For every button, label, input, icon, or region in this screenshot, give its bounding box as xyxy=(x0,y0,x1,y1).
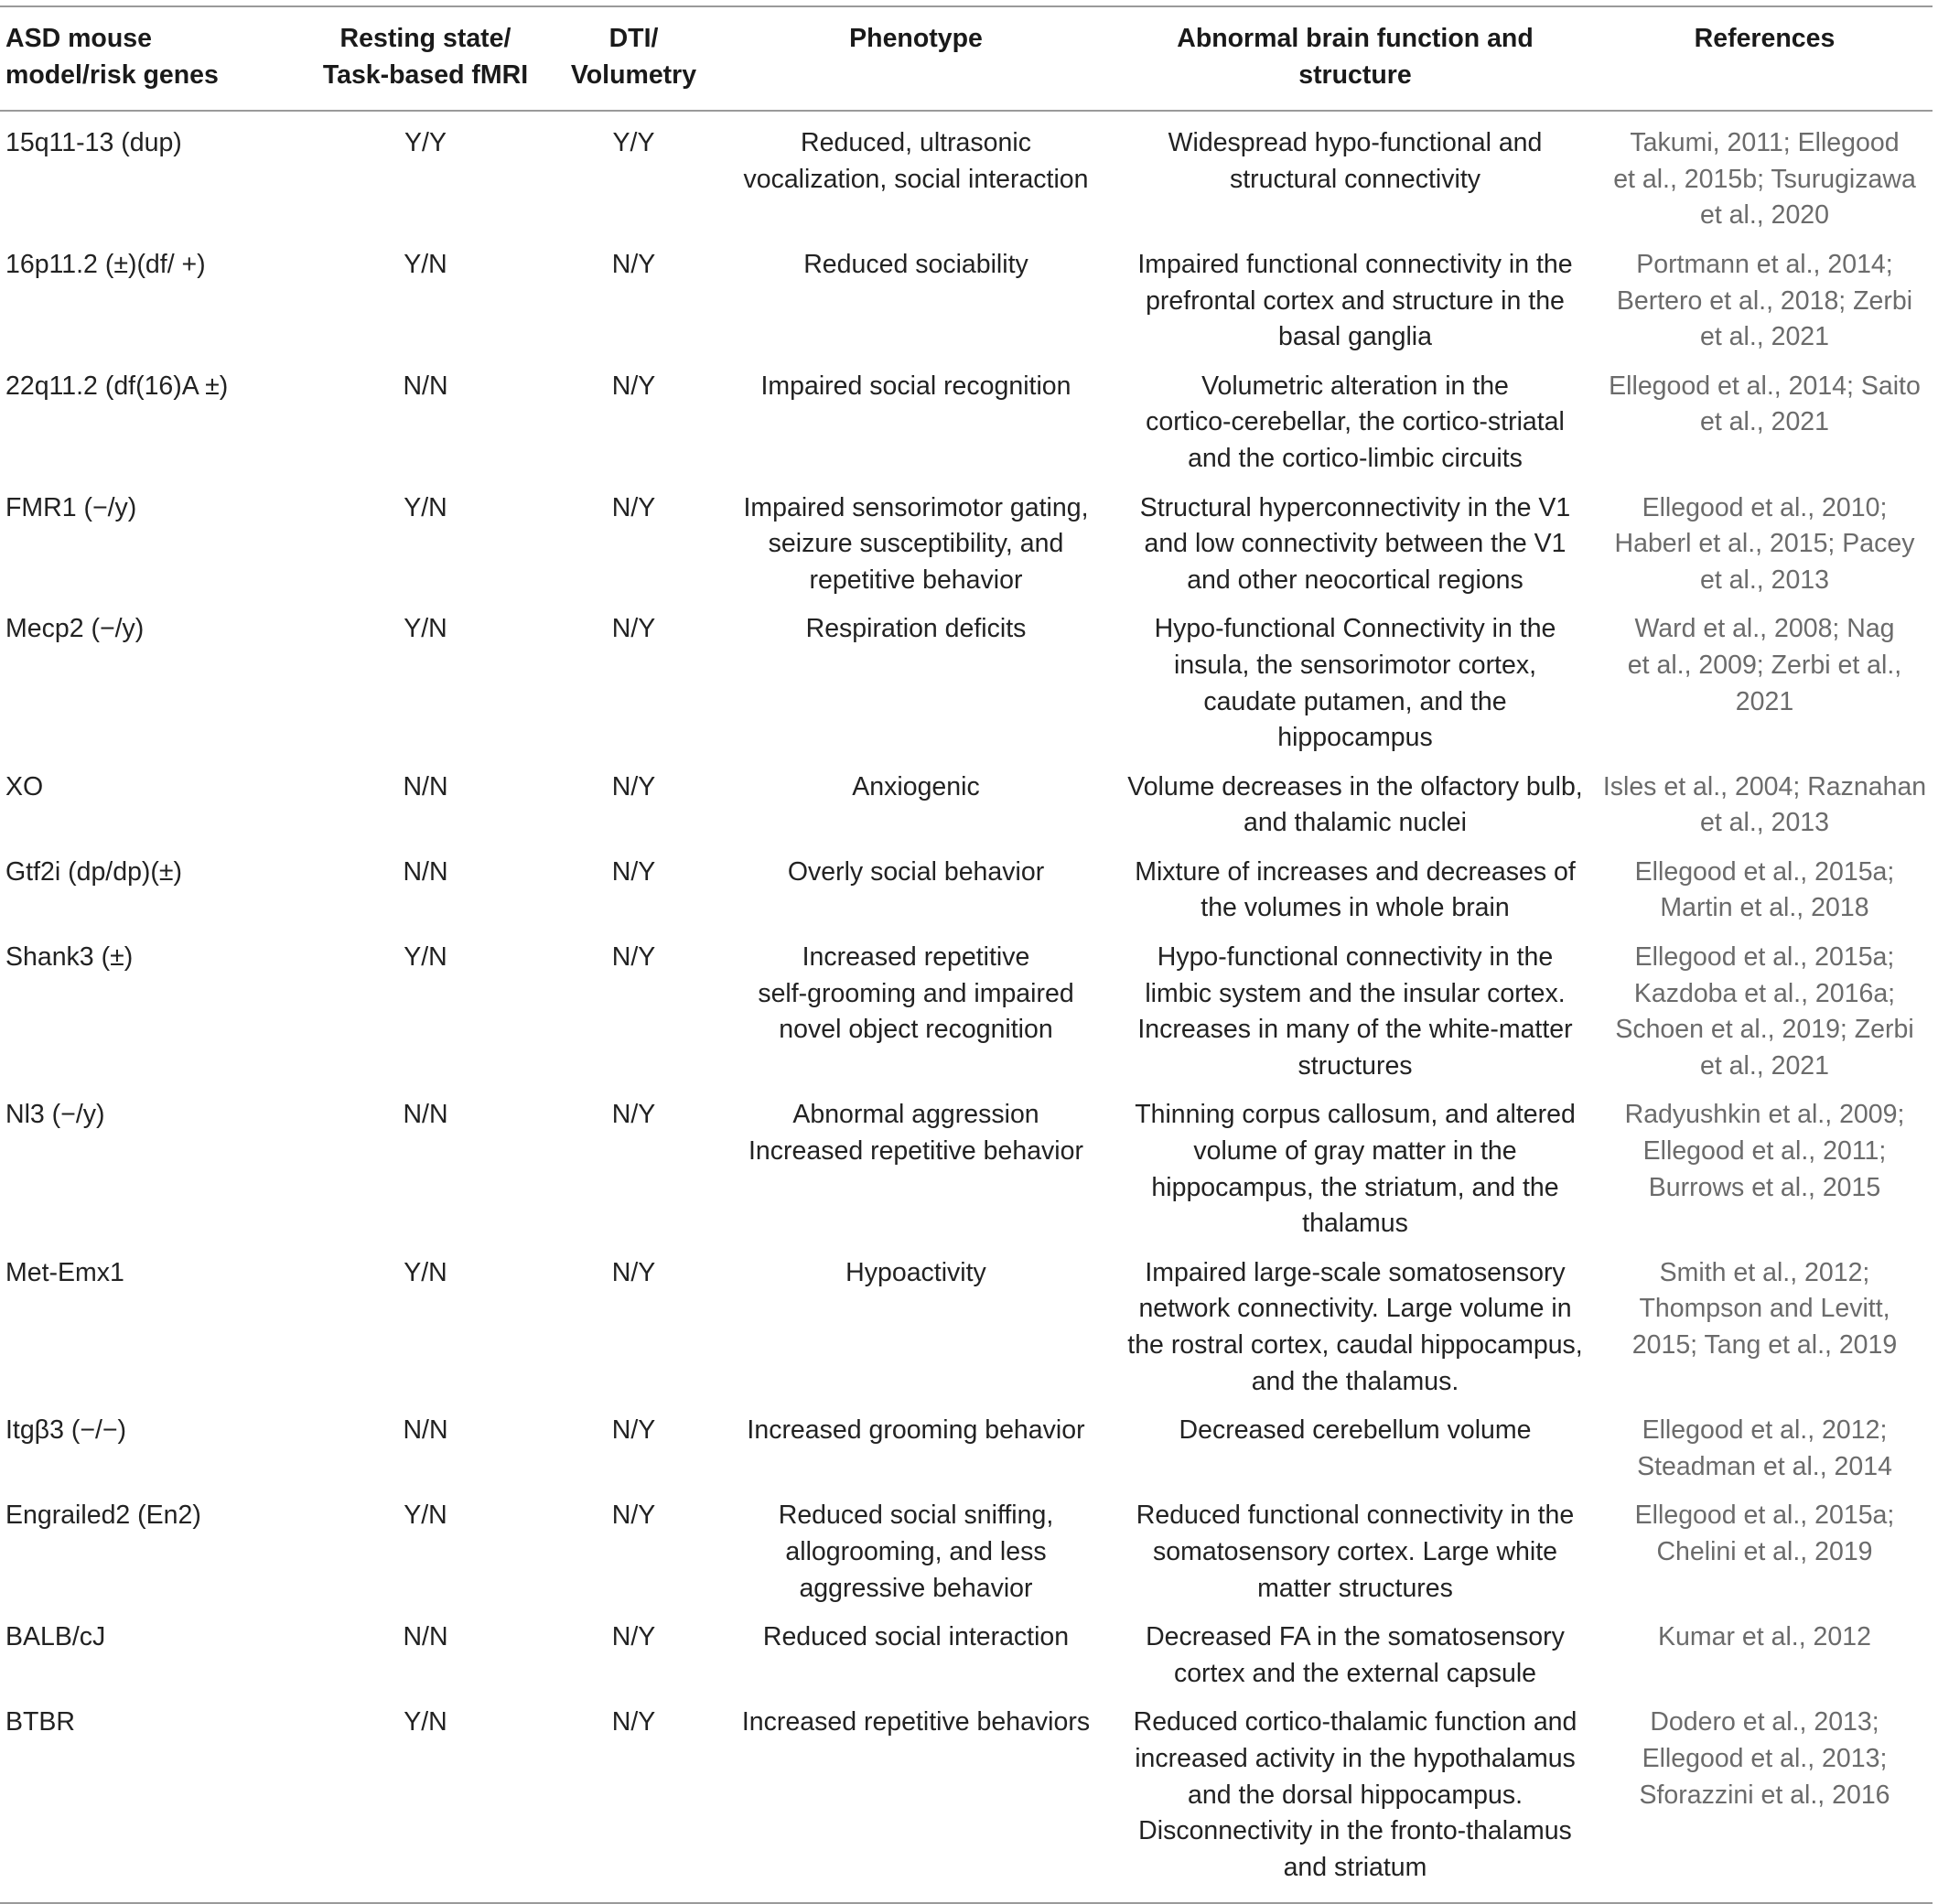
header-line: Abnormal brain function and xyxy=(1177,24,1534,53)
dti-cell xyxy=(549,111,718,239)
header-model-risk-genes xyxy=(0,6,302,111)
cell-line: and striatum xyxy=(1283,1852,1427,1882)
cell-line: hippocampus, the striatum, and the xyxy=(1151,1172,1559,1202)
abnormal-function-cell xyxy=(1114,1490,1597,1611)
cell-line: Thinning corpus callosum, and altered xyxy=(1135,1100,1576,1130)
table-header xyxy=(0,6,1933,111)
cell-line: increased activity in the hypothalamus xyxy=(1135,1743,1576,1773)
cell-line: Reduced, ultrasonic xyxy=(801,128,1031,158)
phenotype-cell xyxy=(718,482,1114,604)
model-gene-cell xyxy=(0,1490,302,1611)
cell-line: N/Y xyxy=(611,371,656,401)
cell-line: cortico-cerebellar, the cortico-striatal xyxy=(1146,407,1565,437)
cell-line: Hypo-functional connectivity in the xyxy=(1157,942,1554,973)
table-row xyxy=(0,1089,1933,1246)
cell-line: structural connectivity xyxy=(1229,164,1481,194)
fmri-cell xyxy=(302,239,549,360)
cell-line: Mixture of increases and decreases of xyxy=(1135,856,1576,887)
cell-line: Kumar et al., 2012 xyxy=(1658,1622,1871,1652)
phenotype-cell xyxy=(718,761,1114,846)
fmri-cell xyxy=(302,1611,549,1696)
cell-line: 22q11.2 (df(16)A ±) xyxy=(5,371,229,401)
phenotype-cell xyxy=(718,1611,1114,1696)
header-line: ASD mouse xyxy=(5,24,152,53)
phenotype-cell xyxy=(718,360,1114,482)
phenotype-cell xyxy=(718,111,1114,239)
table-row xyxy=(0,1404,1933,1490)
model-gene-cell xyxy=(0,1611,302,1696)
cell-line: and thalamic nuclei xyxy=(1244,808,1467,838)
header-line: DTI/ xyxy=(608,24,659,53)
cell-line: Ellegood et al., 2013; xyxy=(1642,1743,1888,1773)
cell-line: Kazdoba et al., 2016a; xyxy=(1633,978,1896,1008)
fmri-cell xyxy=(302,360,549,482)
dti-cell xyxy=(549,1404,718,1490)
cell-line: and the thalamus. xyxy=(1251,1366,1459,1396)
fmri-cell xyxy=(302,931,549,1089)
cell-line: Reduced sociability xyxy=(803,249,1028,279)
header-dti-volumetry xyxy=(549,6,718,111)
fmri-cell xyxy=(302,482,549,604)
references-cell xyxy=(1597,1490,1933,1611)
cell-line: et al., 2021 xyxy=(1699,1050,1830,1081)
cell-line: somatosensory cortex. Large white xyxy=(1153,1536,1557,1566)
cell-line: Impaired sensorimotor gating, xyxy=(743,492,1089,522)
cell-line: N/N xyxy=(403,371,448,401)
cell-line: Reduced functional connectivity in the xyxy=(1136,1501,1575,1531)
references-cell xyxy=(1597,846,1933,931)
table-row xyxy=(0,1490,1933,1611)
model-gene-cell xyxy=(0,239,302,360)
cell-line: Mecp2 (−/y) xyxy=(5,614,145,644)
cell-line: Reduced cortico-thalamic function and xyxy=(1133,1707,1577,1737)
cell-line: Bertero et al., 2018; Zerbi xyxy=(1616,285,1913,316)
phenotype-cell xyxy=(718,1089,1114,1246)
cell-line: Y/N xyxy=(404,492,447,522)
cell-line: N/Y xyxy=(611,1501,656,1531)
model-gene-cell xyxy=(0,360,302,482)
references-cell xyxy=(1597,1696,1933,1903)
cell-line: Volume decreases in the olfactory bulb, xyxy=(1127,771,1583,801)
cell-line: Increased grooming behavior xyxy=(747,1415,1085,1446)
cell-line: thalamus xyxy=(1302,1209,1408,1239)
phenotype-cell xyxy=(718,846,1114,931)
phenotype-cell xyxy=(718,1490,1114,1611)
references-cell xyxy=(1597,931,1933,1089)
cell-line: Portmann et al., 2014; xyxy=(1636,249,1893,279)
model-gene-cell xyxy=(0,1696,302,1903)
cell-line: volume of gray matter in the xyxy=(1193,1136,1517,1167)
dti-cell xyxy=(549,1490,718,1611)
cell-line: N/Y xyxy=(611,942,656,973)
cell-line: Y/N xyxy=(404,249,447,279)
references-cell xyxy=(1597,239,1933,360)
cell-line: N/Y xyxy=(611,1622,656,1652)
cell-line: 16p11.2 (±)(df/ +) xyxy=(5,249,206,279)
table-row xyxy=(0,1611,1933,1696)
fmri-cell xyxy=(302,1490,549,1611)
cell-line: hippocampus xyxy=(1277,723,1433,753)
cell-line: Volumetric alteration in the xyxy=(1201,371,1509,401)
cell-line: self-grooming and impaired xyxy=(758,978,1074,1008)
cell-line: et al., 2015b; Tsurugizawa xyxy=(1613,164,1916,194)
model-gene-cell xyxy=(0,603,302,760)
cell-line: Chelini et al., 2019 xyxy=(1656,1536,1873,1566)
cell-line: caudate putamen, and the xyxy=(1203,686,1507,716)
cell-line: and the cortico-limbic circuits xyxy=(1188,443,1523,473)
references-cell xyxy=(1597,482,1933,604)
cell-line: BALB/cJ xyxy=(5,1622,106,1652)
table-body xyxy=(0,111,1933,1903)
cell-line: and the dorsal hippocampus. xyxy=(1188,1780,1523,1810)
dti-cell xyxy=(549,1696,718,1903)
cell-line: N/N xyxy=(403,1622,448,1652)
table-row xyxy=(0,931,1933,1089)
cell-line: limbic system and the insular cortex. xyxy=(1145,978,1566,1008)
dti-cell xyxy=(549,1089,718,1246)
cell-line: Increases in many of the white-matter xyxy=(1137,1015,1573,1045)
cell-line: Impaired large-scale somatosensory xyxy=(1145,1257,1566,1287)
table-row xyxy=(0,846,1933,931)
references-cell xyxy=(1597,603,1933,760)
cell-line: the volumes in whole brain xyxy=(1200,893,1510,923)
fmri-cell xyxy=(302,1247,549,1404)
cell-line: Ellegood et al., 2012; xyxy=(1642,1415,1888,1446)
cell-line: Structural hyperconnectivity in the V1 xyxy=(1139,492,1571,522)
dti-cell xyxy=(549,603,718,760)
cell-line: Ellegood et al., 2014; Saito xyxy=(1609,371,1921,401)
asd-mouse-model-table xyxy=(0,5,1933,1904)
abnormal-function-cell xyxy=(1114,239,1597,360)
cell-line: Itgβ3 (−/−) xyxy=(5,1415,127,1446)
cell-line: Gtf2i (dp/dp)(±) xyxy=(5,856,183,887)
model-gene-cell xyxy=(0,1404,302,1490)
references-cell xyxy=(1597,1089,1933,1246)
cell-line: Y/Y xyxy=(404,128,447,158)
cell-line: Steadman et al., 2014 xyxy=(1637,1451,1892,1481)
phenotype-cell xyxy=(718,239,1114,360)
cell-line: Impaired social recognition xyxy=(760,371,1071,401)
cell-line: Y/N xyxy=(404,1257,447,1287)
header-line: References xyxy=(1694,24,1836,53)
references-cell xyxy=(1597,1611,1933,1696)
abnormal-function-cell xyxy=(1114,1404,1597,1490)
cell-line: Engrailed2 (En2) xyxy=(5,1501,201,1531)
table-row xyxy=(0,1696,1933,1903)
abnormal-function-cell xyxy=(1114,603,1597,760)
cell-line: N/N xyxy=(403,1415,448,1446)
abnormal-function-cell xyxy=(1114,846,1597,931)
cell-line: 15q11-13 (dup) xyxy=(5,128,182,158)
cell-line: Ellegood et al., 2011; xyxy=(1642,1136,1887,1167)
cell-line: Nl3 (−/y) xyxy=(5,1100,105,1130)
model-gene-cell xyxy=(0,1247,302,1404)
cell-line: Smith et al., 2012; xyxy=(1659,1257,1870,1287)
cell-line: et al., 2009; Zerbi et al., xyxy=(1627,650,1902,680)
cell-line: Haberl et al., 2015; Pacey xyxy=(1614,529,1915,559)
abnormal-function-cell xyxy=(1114,360,1597,482)
model-gene-cell xyxy=(0,482,302,604)
cell-line: cortex and the external capsule xyxy=(1173,1658,1537,1688)
abnormal-function-cell xyxy=(1114,1089,1597,1246)
cell-line: et al., 2021 xyxy=(1699,407,1830,437)
dti-cell xyxy=(549,360,718,482)
fmri-cell xyxy=(302,761,549,846)
cell-line: prefrontal cortex and structure in the xyxy=(1146,285,1565,316)
header-line: Volumetry xyxy=(570,59,697,90)
cell-line: Radyushkin et al., 2009; xyxy=(1624,1100,1905,1130)
cell-line: matter structures xyxy=(1257,1573,1453,1603)
header-abnormal-brain xyxy=(1114,6,1597,111)
cell-line: et al., 2020 xyxy=(1699,200,1830,231)
fmri-cell xyxy=(302,1089,549,1246)
cell-line: Anxiogenic xyxy=(852,771,980,801)
asd-mouse-model-table-container xyxy=(0,5,1933,1904)
references-cell xyxy=(1597,360,1933,482)
table-row xyxy=(0,761,1933,846)
cell-line: Disconnectivity in the fronto-thalamus xyxy=(1138,1816,1572,1846)
cell-line: Increased repetitive behavior xyxy=(748,1136,1083,1167)
cell-line: 2021 xyxy=(1735,686,1794,716)
abnormal-function-cell xyxy=(1114,931,1597,1089)
header-fmri xyxy=(302,6,549,111)
table-row xyxy=(0,239,1933,360)
cell-line: N/Y xyxy=(611,771,656,801)
cell-line: N/Y xyxy=(611,1257,656,1287)
abnormal-function-cell xyxy=(1114,1696,1597,1903)
cell-line: Shank3 (±) xyxy=(5,942,134,973)
cell-line: Reduced social interaction xyxy=(762,1622,1070,1652)
cell-line: Sforazzini et al., 2016 xyxy=(1639,1780,1890,1810)
cell-line: and low connectivity between the V1 xyxy=(1144,529,1567,559)
cell-line: et al., 2013 xyxy=(1699,565,1830,595)
cell-line: network connectivity. Large volume in xyxy=(1138,1294,1572,1324)
fmri-cell xyxy=(302,846,549,931)
cell-line: N/Y xyxy=(611,856,656,887)
cell-line: Takumi, 2011; Ellegood xyxy=(1630,128,1900,158)
cell-line: Impaired functional connectivity in the xyxy=(1137,249,1573,279)
cell-line: vocalization, social interaction xyxy=(743,164,1089,194)
references-cell xyxy=(1597,1247,1933,1404)
cell-line: Hypo-functional Connectivity in the xyxy=(1154,614,1556,644)
cell-line: Y/N xyxy=(404,1501,447,1531)
cell-line: N/Y xyxy=(611,249,656,279)
header-line: structure xyxy=(1298,59,1412,90)
cell-line: allogrooming, and less xyxy=(785,1536,1047,1566)
model-gene-cell xyxy=(0,846,302,931)
cell-line: N/Y xyxy=(611,1415,656,1446)
references-cell xyxy=(1597,111,1933,239)
model-gene-cell xyxy=(0,761,302,846)
table-row xyxy=(0,111,1933,239)
cell-line: Met-Emx1 xyxy=(5,1257,124,1287)
fmri-cell xyxy=(302,1404,549,1490)
cell-line: Decreased cerebellum volume xyxy=(1179,1415,1532,1446)
references-cell xyxy=(1597,761,1933,846)
abnormal-function-cell xyxy=(1114,111,1597,239)
fmri-cell xyxy=(302,603,549,760)
cell-line: basal ganglia xyxy=(1278,322,1432,352)
cell-line: et al., 2013 xyxy=(1699,808,1830,838)
cell-line: Increased repetitive xyxy=(802,942,1030,973)
header-phenotype xyxy=(718,6,1114,111)
cell-line: Dodero et al., 2013; xyxy=(1650,1707,1879,1737)
cell-line: Burrows et al., 2015 xyxy=(1648,1172,1881,1202)
dti-cell xyxy=(549,1611,718,1696)
cell-line: N/Y xyxy=(611,1100,656,1130)
cell-line: Ellegood et al., 2015a; xyxy=(1634,856,1895,887)
abnormal-function-cell xyxy=(1114,1611,1597,1696)
cell-line: aggressive behavior xyxy=(799,1573,1033,1603)
cell-line: BTBR xyxy=(5,1707,76,1737)
cell-line: Y/N xyxy=(404,1707,447,1737)
table-row xyxy=(0,1247,1933,1404)
cell-line: 2015; Tang et al., 2019 xyxy=(1631,1330,1898,1360)
cell-line: Overly social behavior xyxy=(787,856,1045,887)
model-gene-cell xyxy=(0,931,302,1089)
dti-cell xyxy=(549,482,718,604)
cell-line: N/Y xyxy=(611,1707,656,1737)
phenotype-cell xyxy=(718,1247,1114,1404)
dti-cell xyxy=(549,761,718,846)
table-row xyxy=(0,603,1933,760)
dti-cell xyxy=(549,931,718,1089)
phenotype-cell xyxy=(718,1696,1114,1903)
cell-line: Abnormal aggression xyxy=(792,1100,1039,1130)
fmri-cell xyxy=(302,111,549,239)
cell-line: Schoen et al., 2019; Zerbi xyxy=(1615,1015,1914,1045)
model-gene-cell xyxy=(0,111,302,239)
cell-line: Widespread hypo-functional and xyxy=(1168,128,1543,158)
cell-line: repetitive behavior xyxy=(809,565,1023,595)
dti-cell xyxy=(549,1247,718,1404)
fmri-cell xyxy=(302,1696,549,1903)
cell-line: Hypoactivity xyxy=(845,1257,986,1287)
header-references xyxy=(1597,6,1933,111)
cell-line: novel object recognition xyxy=(779,1015,1053,1045)
cell-line: N/N xyxy=(403,1100,448,1130)
phenotype-cell xyxy=(718,1404,1114,1490)
cell-line: Ward et al., 2008; Nag xyxy=(1634,614,1895,644)
abnormal-function-cell xyxy=(1114,761,1597,846)
cell-line: insula, the sensorimotor cortex, xyxy=(1173,650,1536,680)
phenotype-cell xyxy=(718,931,1114,1089)
cell-line: Reduced social sniffing, xyxy=(778,1501,1054,1531)
cell-line: seizure susceptibility, and xyxy=(768,529,1064,559)
table-row xyxy=(0,482,1933,604)
cell-line: the rostral cortex, caudal hippocampus, xyxy=(1127,1330,1583,1360)
abnormal-function-cell xyxy=(1114,482,1597,604)
cell-line: Isles et al., 2004; Raznahan xyxy=(1602,771,1927,801)
cell-line: XO xyxy=(5,771,44,801)
cell-line: Respiration deficits xyxy=(805,614,1027,644)
cell-line: Ellegood et al., 2010; xyxy=(1642,492,1888,522)
cell-line: et al., 2021 xyxy=(1699,322,1830,352)
header-line: Phenotype xyxy=(849,24,983,53)
model-gene-cell xyxy=(0,1089,302,1246)
cell-line: Increased repetitive behaviors xyxy=(741,1707,1091,1737)
header-line: model/risk genes xyxy=(5,59,219,90)
cell-line: Thompson and Levitt, xyxy=(1639,1294,1890,1324)
header-line: Task-based fMRI xyxy=(322,59,529,90)
header-line: Resting state/ xyxy=(339,24,511,53)
header-row xyxy=(0,6,1933,111)
dti-cell xyxy=(549,846,718,931)
cell-line: FMR1 (−/y) xyxy=(5,492,137,522)
dti-cell xyxy=(549,239,718,360)
phenotype-cell xyxy=(718,603,1114,760)
table-row xyxy=(0,360,1933,482)
cell-line: N/N xyxy=(403,856,448,887)
cell-line: Y/N xyxy=(404,614,447,644)
references-cell xyxy=(1597,1404,1933,1490)
cell-line: structures xyxy=(1297,1050,1413,1081)
cell-line: Decreased FA in the somatosensory xyxy=(1146,1622,1565,1652)
cell-line: Ellegood et al., 2015a; xyxy=(1634,942,1895,973)
cell-line: N/N xyxy=(403,771,448,801)
cell-line: Y/N xyxy=(404,942,447,973)
cell-line: Martin et al., 2018 xyxy=(1660,893,1869,923)
cell-line: and other neocortical regions xyxy=(1187,565,1523,595)
cell-line: Ellegood et al., 2015a; xyxy=(1634,1501,1895,1531)
cell-line: N/Y xyxy=(611,614,656,644)
abnormal-function-cell xyxy=(1114,1247,1597,1404)
cell-line: N/Y xyxy=(611,492,656,522)
cell-line: Y/Y xyxy=(612,128,655,158)
